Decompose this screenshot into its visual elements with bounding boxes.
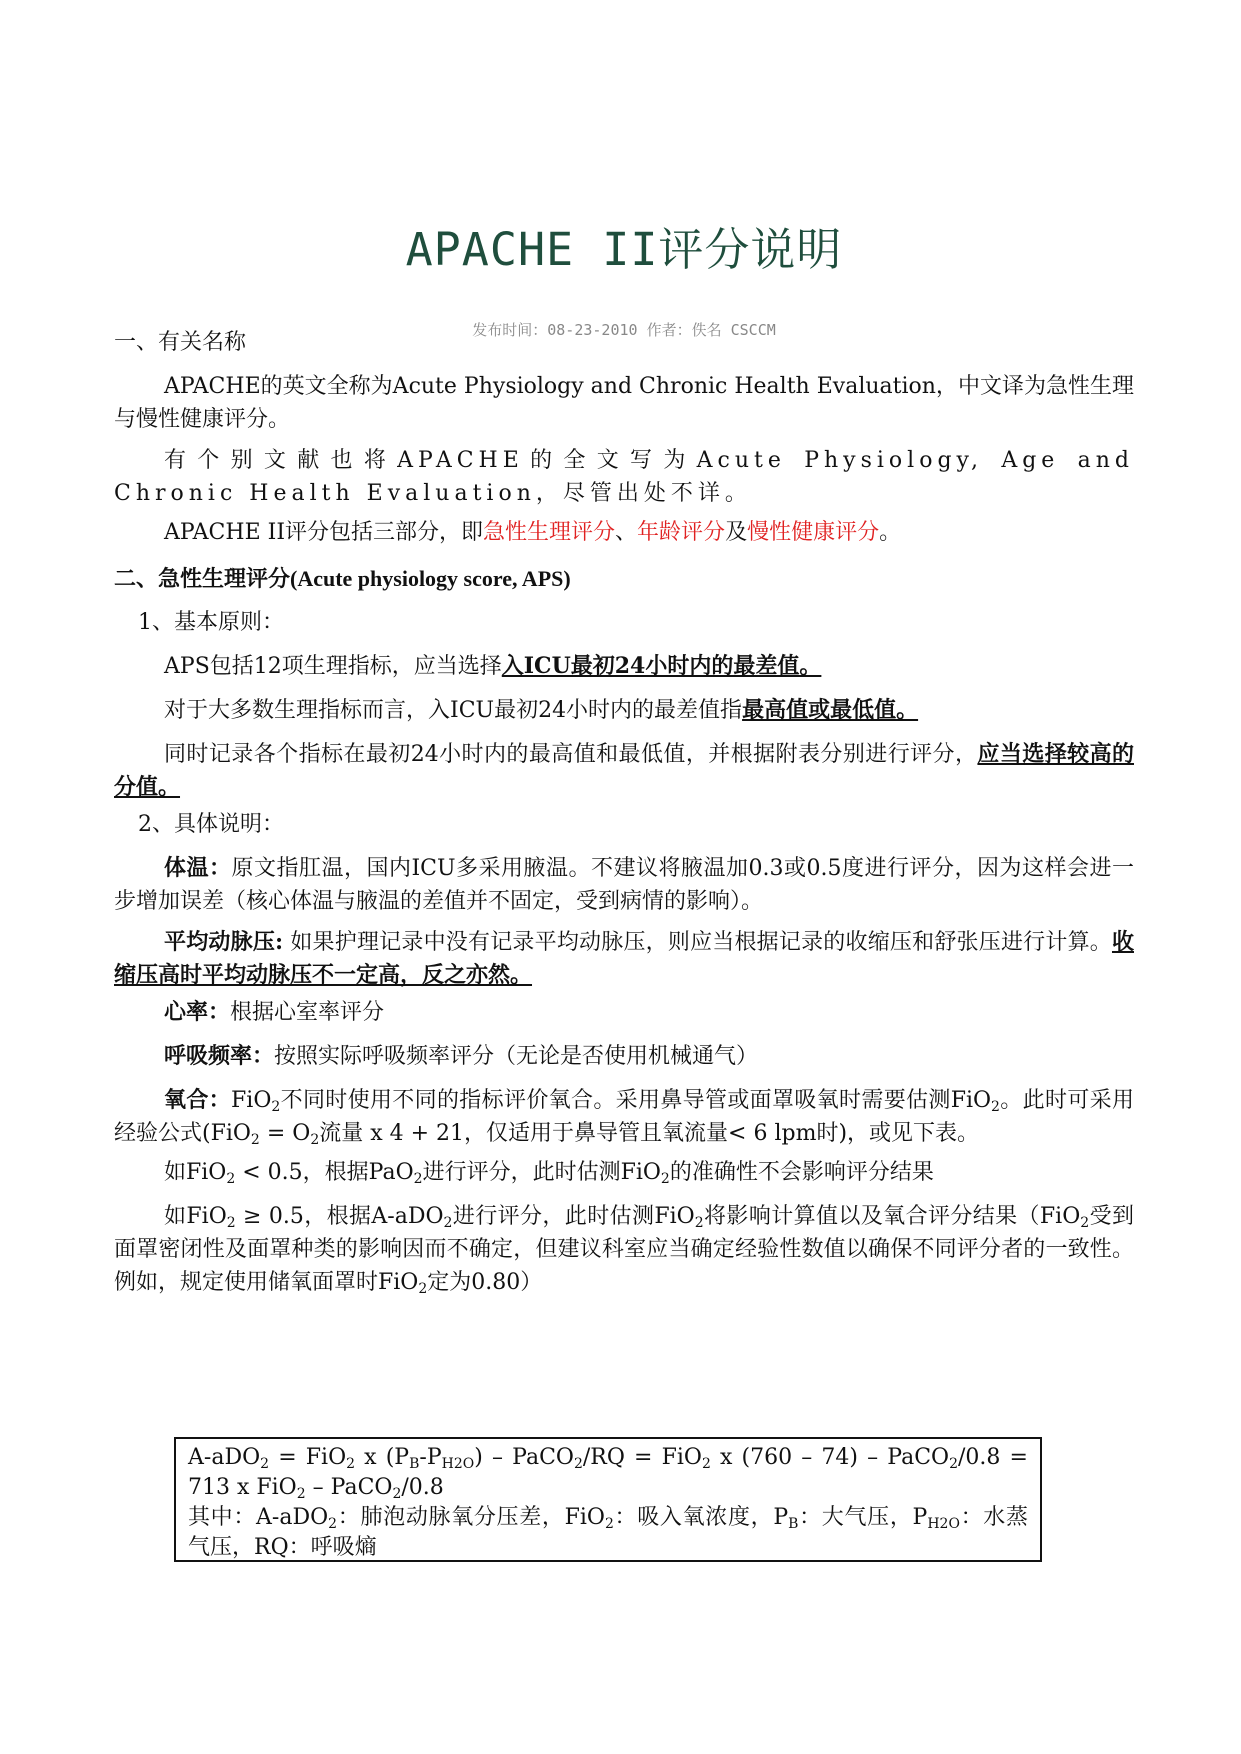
definition-part: 其中：A-aDO [188,1505,329,1530]
low-text: 如FiO [164,1160,227,1185]
fio2-high-para [114,1200,1134,1299]
high-text: 将影响计算值以及氧合评分结果（FiO [703,1204,1081,1229]
temperature-text: 原文指肛温，国内ICU多采用腋温。不建议将腋温加0.3或0.5度进行评分，因为这样会进一步增加误差（核心体温与腋温的差值并不固定，受到病情的影响）。 [114,856,1134,914]
formula-part: x (P [355,1445,410,1470]
subscript: 2 [701,1456,711,1472]
para-3-text: APACHE II评分包括三部分，即 [164,520,484,545]
respiratory-rate-para [114,1040,1134,1073]
principle-para-1 [114,650,1134,683]
period: 。 [879,520,902,545]
fio2-low-para [114,1156,1134,1189]
principle-2-text: 对于大多数生理指标而言，入ICU最初24小时内的最差值指 [164,698,743,723]
section-1-heading: 一、有关名称 [114,330,247,355]
ox-text: = O [259,1121,311,1146]
formula-part: /0.8 [401,1475,444,1500]
subscript: 2 [310,1132,320,1148]
respiratory-rate-label: 呼吸频率： [164,1043,275,1069]
subscript: H2O [927,1516,960,1532]
separator: 及 [725,520,748,545]
formula-part: – PaCO [305,1475,393,1500]
subscript: 2 [271,1099,281,1115]
principle-3-text: 同时记录各个指标在最初24小时内的最高值和最低值，并根据附表分别进行评分， [164,742,978,767]
subscript: H2O [441,1456,475,1472]
subscript: B [788,1516,799,1532]
principle-para-2 [114,694,1134,727]
definition-part: ：吸入氧浓度，P [613,1505,789,1530]
section-1-para-3 [114,516,1134,549]
publish-meta: 发布时间：08-23-2010 作者：佚名 CSCCM [472,321,776,339]
subscript: 2 [573,1456,583,1472]
separator: 、 [615,520,638,545]
principle-2-emphasis: 最高值或最低值。 [742,697,919,723]
subscript: 2 [296,1486,306,1502]
heart-rate-para [114,996,1134,1029]
subscript: 2 [991,1099,1000,1115]
subscript: 2 [413,1171,423,1187]
age-score-term: 年龄评分 [637,520,726,545]
principle-para-3 [114,738,1134,804]
high-text: 如FiO [164,1204,227,1229]
subscript: 2 [949,1456,959,1472]
subscript: 2 [1080,1215,1090,1231]
subscript: B [409,1456,420,1472]
formula-part: ) – PaCO [474,1445,574,1470]
high-text: 定为0.80） [427,1270,543,1295]
section-1-para-1: APACHE的英文全称为Acute Physiology and Chronic Health Evaluation，中文译为急性生理与慢性健康评分。 [114,374,1134,432]
ox-text: 不同时使用不同的指标评价氧合。采用鼻导管或面罩吸氧时需要估测FiO [280,1088,992,1113]
oxygenation-para [114,1084,1134,1150]
subsection-2-heading: 2、具体说明： [138,812,284,837]
page-title: APACHE II评分说明 [405,223,843,276]
map-emphasis: 收缩压高时平均动脉压不一定高，反之亦然。 [114,929,1134,988]
respiratory-rate-text: 按照实际呼吸频率评分（无论是否使用机械通气） [274,1044,759,1069]
principle-1-emphasis: 入ICU最初24小时内的最差值。 [501,653,822,679]
subscript: 2 [226,1215,236,1231]
subscript: 2 [694,1215,704,1231]
subscript: 2 [418,1281,428,1297]
subscript: 2 [346,1456,356,1472]
temperature-label: 体温： [164,855,232,881]
section-1-para-2: 有个别文献也将APACHE的全文写为Acute Physiology, Age and Chronic Health Evaluation，尽管出处不详。 [114,448,1134,506]
formula-box [174,1437,1042,1562]
ox-text: 。此时可采用经验公式(FiO [114,1088,1134,1146]
high-text: ≥ 0.5，根据A-aDO [235,1204,444,1229]
heart-rate-text: 根据心室率评分 [230,1000,385,1025]
subscript: 2 [443,1215,453,1231]
section-2-heading: 二、急性生理评分(Acute physiology score, APS) [114,566,571,591]
oxygenation-label: 氧合： [164,1087,232,1113]
high-text: 进行评分，此时估测FiO [452,1204,695,1229]
aado2-formula [188,1443,1028,1503]
formula-definitions [188,1503,1028,1563]
subscript: 2 [604,1516,614,1532]
map-para [114,926,1134,992]
temperature-para [114,852,1134,918]
subscript: 2 [660,1171,670,1187]
ox-text: FiO [231,1088,272,1113]
formula-part: x (760 – 74) – PaCO [710,1445,950,1470]
formula-part: = FiO [269,1445,347,1470]
definition-part: ：大气压，P [798,1505,928,1530]
acute-physiology-score-term: 急性生理评分 [483,520,616,545]
formula-part: /RQ = FiO [582,1445,702,1470]
formula-part: A-aDO [188,1445,261,1470]
formula-part: -P [419,1445,442,1470]
chronic-health-score-term: 慢性健康评分 [747,520,880,545]
subsection-1-heading: 1、基本原则： [138,610,284,635]
low-text: < 0.5，根据PaO [235,1160,414,1185]
subscript: 2 [328,1516,338,1532]
low-text: 进行评分，此时估测FiO [422,1160,661,1185]
map-label: 平均动脉压: [164,929,284,955]
subscript: 2 [392,1486,402,1502]
subscript: 2 [226,1171,236,1187]
principle-3-emphasis: 应当选择较高的分值。 [114,741,1134,800]
definition-part: ：水蒸气压，RQ：呼吸熵 [188,1505,1028,1560]
low-text: 的准确性不会影响评分结果 [669,1160,934,1185]
formula-part: /0.8 = 713 x FiO [188,1445,1028,1500]
high-text: 受到面罩密闭性及面罩种类的影响因而不确定，但建议科室应当确定经验性数值以确保不同评分者的一致性。例如，规定使用储氧面罩时FiO [114,1204,1134,1295]
definition-part: ：肺泡动脉氧分压差，FiO [337,1505,605,1530]
subscript: 2 [260,1456,270,1472]
principle-1-text: APS包括12项生理指标，应当选择 [164,654,502,679]
map-text: 如果护理记录中没有记录平均动脉压，则应当根据记录的收缩压和舒张压进行计算。 [283,930,1112,955]
ox-text: 流量 x 4 + 21，仅适用于鼻导管且氧流量< 6 lpm时)，或见下表。 [319,1121,980,1146]
heart-rate-label: 心率： [164,999,231,1025]
subscript: 2 [250,1132,260,1148]
